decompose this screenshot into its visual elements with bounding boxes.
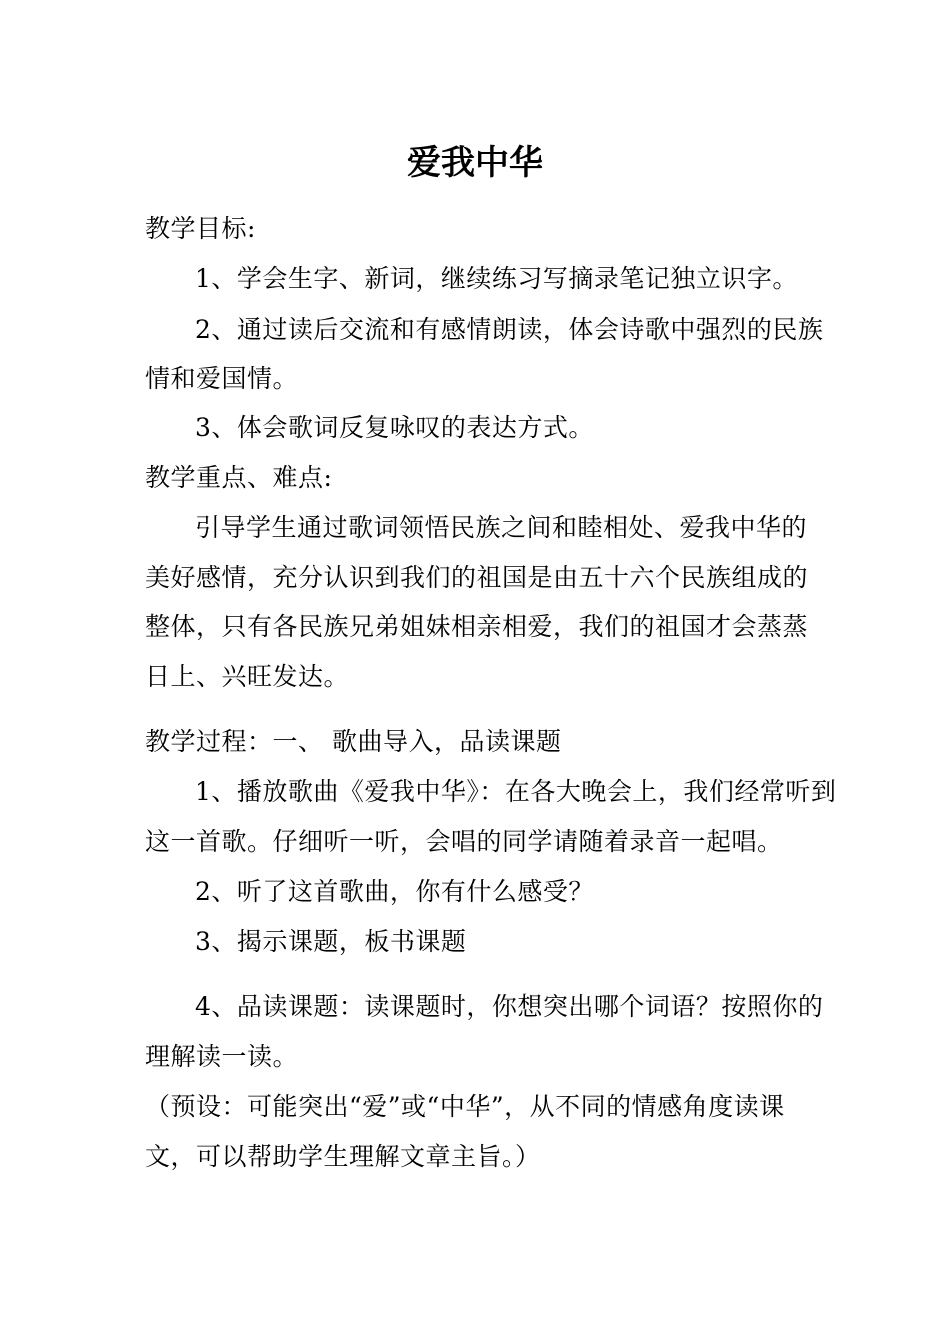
objectives-heading: 教学目标: bbox=[145, 214, 256, 243]
objective-item-2-cont: 情和爱国情。 bbox=[145, 364, 299, 393]
objective-item-3: 3、体会歌词反复咏叹的表达方式。 bbox=[195, 413, 594, 442]
process-step-1: 1、播放歌曲《爱我中华》：在各大晚会上，我们经常听到 bbox=[195, 777, 837, 806]
process-step-2: 2、听了这首歌曲，你有什么感受？ bbox=[195, 877, 594, 906]
key-points-line: 引导学生通过歌词领悟民族之间和睦相处、爱我中华的 bbox=[195, 513, 808, 542]
key-points-line: 整体，只有各民族兄弟姐妹相亲相爱，我们的祖国才会蒸蒸 bbox=[145, 612, 809, 641]
document-title: 爱我中华 bbox=[407, 143, 543, 183]
process-note-cont: 文，可以帮助学生理解文章主旨。） bbox=[145, 1142, 541, 1171]
process-step-4-cont: 理解读一读。 bbox=[145, 1042, 299, 1071]
key-points-line: 日上、兴旺发达。 bbox=[145, 662, 350, 691]
objective-item-1: 1、学会生字、新词，继续练习写摘录笔记独立识字。 bbox=[195, 264, 798, 293]
key-points-heading: 教学重点、难点: bbox=[145, 463, 333, 492]
objective-item-2: 2、通过读后交流和有感情朗读，体会诗歌中强烈的民族 bbox=[195, 315, 824, 344]
process-note: （预设：可能突出“爱”或“中华”，从不同的情感角度读课 bbox=[145, 1092, 785, 1121]
process-step-3: 3、揭示课题，板书课题 bbox=[195, 927, 467, 956]
key-points-line: 美好感情，充分认识到我们的祖国是由五十六个民族组成的 bbox=[145, 563, 809, 592]
process-step-4: 4、品读课题：读课题时，你想突出哪个词语？按照你的 bbox=[195, 992, 824, 1021]
process-step-1-cont: 这一首歌。仔细听一听，会唱的同学请随着录音一起唱。 bbox=[145, 827, 783, 856]
process-heading: 教学过程：一、 歌曲导入，品读课题 bbox=[145, 727, 562, 756]
